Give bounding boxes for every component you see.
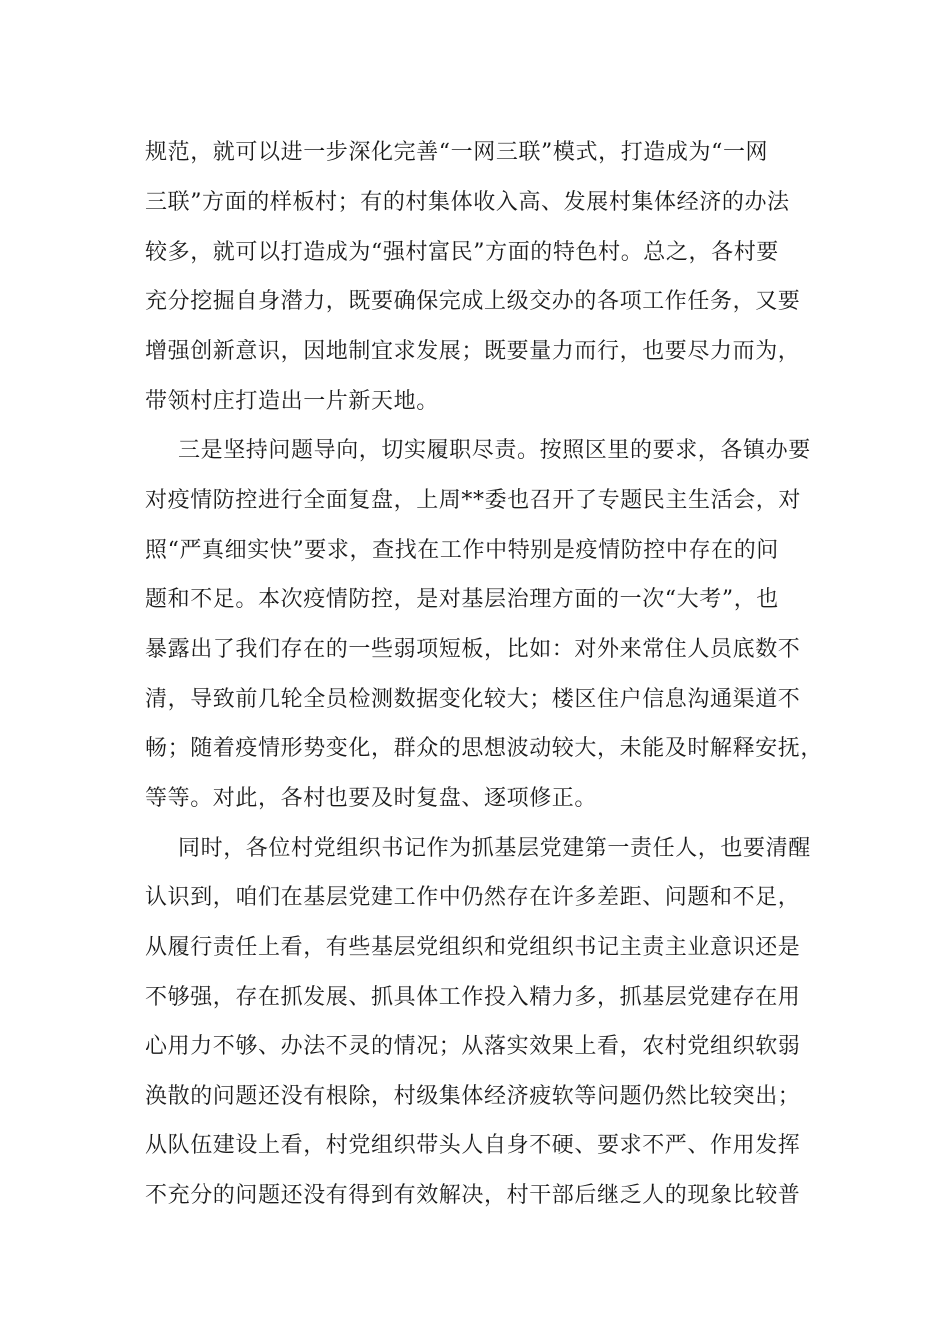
text-line: 从队伍建设上看，村党组织带头人自身不硬、要求不严、作用发挥 [145,1133,801,1158]
text-line: 增强创新意识，因地制宜求发展；既要量力而行，也要尽力而为， [145,339,801,364]
text-line: 规范，就可以进一步深化完善“一网三联”模式，打造成为“一网 [145,140,769,165]
text-line: 畅；随着疫情形势变化，群众的思想波动较大，未能及时解释安抚， [145,736,824,761]
text-line: 题和不足。本次疫情防控，是对基层治理方面的一次“大考”，也 [145,587,779,612]
text-line: 三联”方面的样板村；有的村集体收入高、发展村集体经济的办法 [145,190,790,215]
text-line: 充分挖掘自身潜力，既要确保完成上级交办的各项工作任务，又要 [145,289,801,314]
text-line: 涣散的问题还没有根除，村级集体经济疲软等问题仍然比较突出； [145,1084,801,1109]
text-line: 清，导致前几轮全员检测数据变化较大；楼区住户信息沟通渠道不 [145,687,801,712]
text-line: 带领村庄打造出一片新天地。 [145,389,439,414]
text-line: 心用力不够、办法不灵的情况；从落实效果上看，农村党组织软弱 [145,1034,801,1059]
text-line: 较多，就可以打造成为“强村富民”方面的特色村。总之，各村要 [145,240,779,265]
text-line: 等等。对此，各村也要及时复盘、逐项修正。 [145,786,598,811]
text-line: 不充分的问题还没有得到有效解决，村干部后继乏人的现象比较普 [145,1183,801,1208]
text-line: 从履行责任上看，有些基层党组织和党组织书记主责主业意识还是 [145,935,801,960]
text-line: 照“严真细实快”要求，查找在工作中特别是疫情防控中存在的问 [145,538,779,563]
text-line: 对疫情防控进行全面复盘，上周**委也召开了专题民主生活会，对 [145,488,802,513]
text-line: 暴露出了我们存在的一些弱项短板，比如：对外来常住人员底数不 [145,637,801,662]
paragraph-first-line: 同时，各位村党组织书记作为抓基层党建第一责任人，也要清醒 [178,836,811,861]
text-line: 认识到，咱们在基层党建工作中仍然存在许多差距、问题和不足， [145,885,801,910]
text-line: 不够强，存在抓发展、抓具体工作投入精力多，抓基层党建存在用 [145,985,801,1010]
paragraph-first-line: 三是坚持问题导向，切实履职尽责。按照区里的要求，各镇办要 [178,438,811,463]
